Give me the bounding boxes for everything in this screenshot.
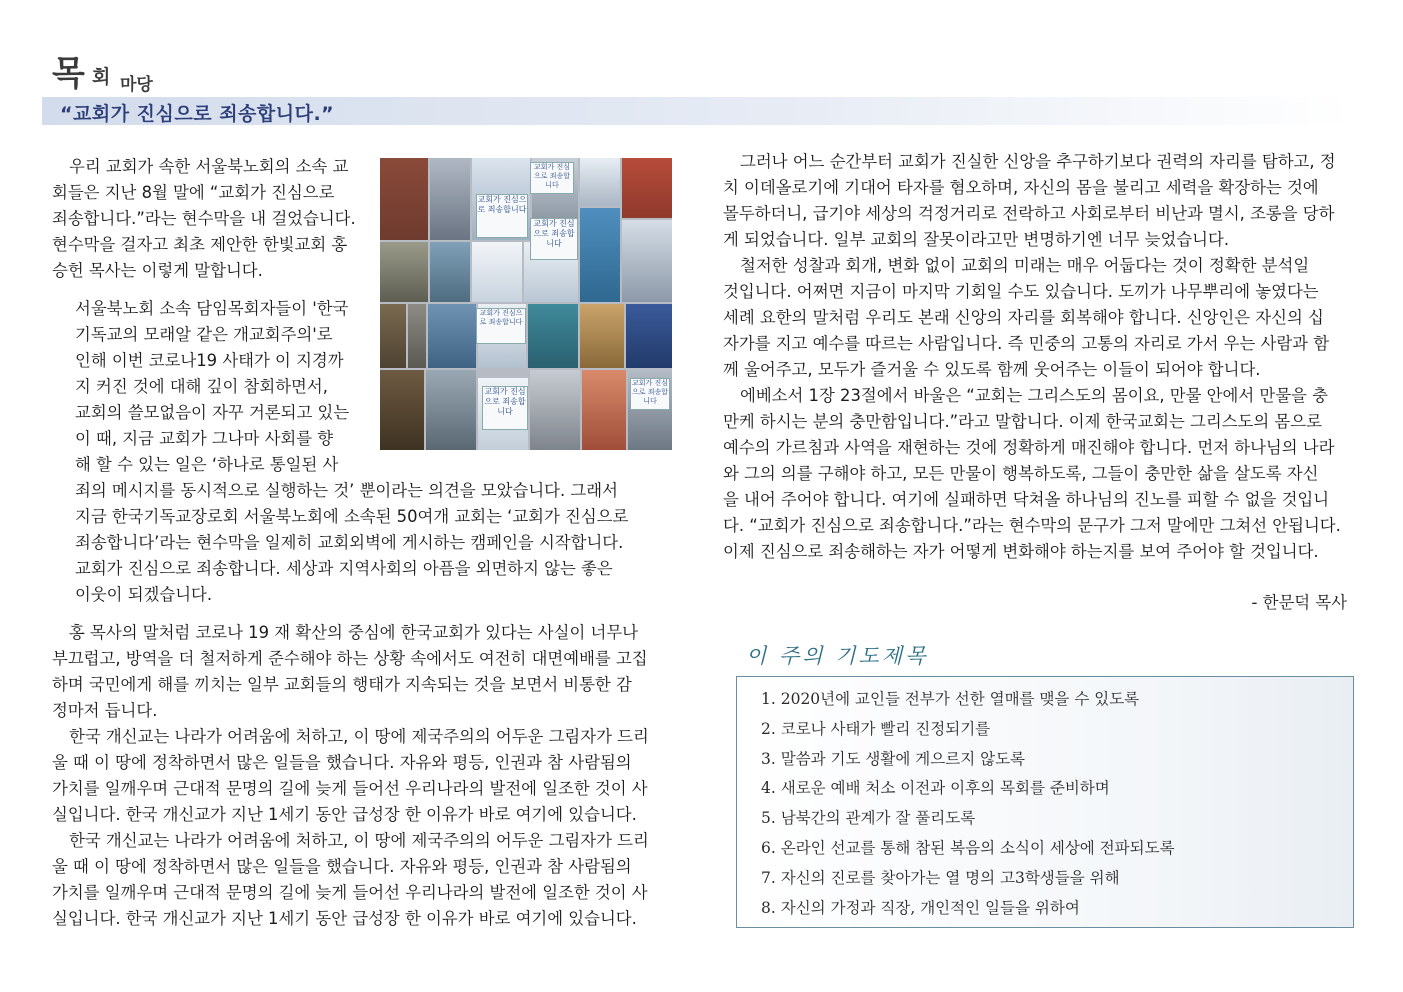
collage-photo <box>430 158 470 240</box>
text-line: 가치를 일깨우며 근대적 문명의 길에 늦게 들어선 우리나라의 발전에 일조한 것이 사 <box>52 779 648 798</box>
text-line: 울 때 이 땅에 정착하면서 많은 일들을 했습니다. 자유와 평등, 인권과 참 사람됨의 <box>52 857 632 876</box>
text-line: 예수의 가르침과 사역을 재현하는 것에 정확하게 매진해야 합니다. 먼저 하나님의 나라 <box>723 438 1335 457</box>
text-line: 이제 진심으로 죄송해하는 자가 어떻게 변화해야 하는지를 보여 주어야 할 것입니다. <box>723 542 1319 561</box>
text-line: 우리 교회가 속한 서울북노회의 소속 교 <box>69 157 349 176</box>
text-line: 철저한 성찰과 회개, 변화 없이 교회의 미래는 매우 어둡다는 것이 정확한 분석일 <box>740 256 1310 275</box>
text-line: 현수막을 걸자고 최초 제안한 한빛교회 홍 <box>52 235 348 254</box>
text-line: 실입니다. 한국 개신교가 지난 1세기 동안 급성장 한 이유가 바로 여기에 있습니다. <box>52 909 637 928</box>
banner-sign: 교회가 진심으로 죄송합니다 <box>476 194 528 238</box>
text-line: 이 때, 지금 교회가 그나마 사회를 향 <box>75 429 334 448</box>
section-logo-mok: 목 <box>52 54 83 94</box>
text-line: 자가를 지고 예수를 따르는 사람입니다. 즉 민중의 고통의 자리로 가서 우는 사람과 함 <box>723 334 1330 353</box>
collage-photo <box>582 370 626 450</box>
collage-photo <box>430 242 470 302</box>
author-signature: - 한문덕 목사 <box>1251 593 1347 612</box>
text-line: 가치를 일깨우며 근대적 문명의 길에 늦게 들어선 우리나라의 발전에 일조한 것이 사 <box>52 883 648 902</box>
text-line: 게 되었습니다. 일부 교회의 잘못이라고만 변명하기엔 너무 늦었습니다. <box>723 230 1230 249</box>
text-line: 이웃이 되겠습니다. <box>75 585 213 604</box>
text-line: 치 이데올로기에 기대어 타자를 혐오하며, 자신의 몸을 불리고 세력을 확장하는 것에 <box>723 178 1319 197</box>
collage-photo <box>528 304 578 368</box>
right-column-text <box>723 149 1347 565</box>
prayer-item: 8. 자신의 가정과 직장, 개인적인 일들을 위하여 <box>761 898 1080 917</box>
collage-photo <box>580 304 624 368</box>
text-line: 와 그의 의를 구해야 하고, 모든 만물이 행복하도록, 그들이 충만한 삶을 살도록 자신 <box>723 464 1319 483</box>
text-line: 그러나 어느 순간부터 교회가 진실한 신앙을 추구하기보다 권력의 자리를 탐하고, 정 <box>740 152 1336 171</box>
collage-photo <box>580 208 620 302</box>
prayer-item: 7. 자신의 진로를 찾아가는 열 명의 고3학생들을 위해 <box>761 868 1120 887</box>
banner-sign: 교회가 진심으로 죄송합니다 <box>482 386 528 430</box>
collage-photo <box>472 242 522 302</box>
collage-photo <box>408 304 426 368</box>
text-line: 서울북노회 소속 담임목회자들이 '한국 <box>75 299 349 318</box>
text-line: 에베소서 1장 23절에서 바울은 “교회는 그리스도의 몸이요, 만물 안에서 만물을 충 <box>740 386 1328 405</box>
text-line: 기독교의 모래알 같은 개교회주의'로 <box>75 325 333 344</box>
banner-sign: 교회가 진심으로 죄송합니다 <box>630 378 670 410</box>
collage-photo <box>530 370 580 450</box>
banner-sign: 교회가 진심으로 죄송합니다 <box>530 218 578 260</box>
collage-photo <box>622 158 672 218</box>
text-line: 회들은 지난 8월 말에 “교회가 진심으로 <box>52 183 335 202</box>
text-line: 죄송합니다’라는 현수막을 일제히 교회외벽에 게시하는 캠페인을 시작합니다. <box>75 533 624 552</box>
section-logo-hoe: 회 <box>92 66 111 88</box>
text-line: 정마저 듭니다. <box>52 701 158 720</box>
collage-photo <box>426 370 476 450</box>
prayer-item: 4. 새로운 예배 처소 이전과 이후의 목회를 준비하며 <box>761 779 1110 798</box>
section-logo-madang: 마당 <box>120 75 153 95</box>
collage-photo <box>380 304 406 368</box>
text-line: 지 커진 것에 대해 깊이 참회하면서, <box>75 377 328 396</box>
text-line: 인해 이번 코로나19 사태가 이 지경까 <box>75 351 344 370</box>
text-line: 다. “교회가 진심으로 죄송합니다.”라는 현수막의 문구가 그저 말에만 그쳐선 안됩니다. <box>723 516 1341 535</box>
text-line: 교회가 진심으로 죄송합니다. 세상과 지역사회의 아픔을 외면하지 않는 좋은 <box>75 559 613 578</box>
text-line: 교회의 쓸모없음이 자꾸 거론되고 있는 <box>75 403 350 422</box>
banner-sign: 교회가 진심으로 죄송합니다 <box>530 162 574 194</box>
banner-photo-collage <box>380 158 672 450</box>
text-line: 것입니다. 어쩌면 지금이 마지막 기회일 수도 있습니다. 도끼가 나무뿌리에 놓였다는 <box>723 282 1319 301</box>
text-line: 만케 하시는 분의 충만함입니다.”라고 말합니다. 이제 한국교회는 그리스도의 몸으로 <box>723 412 1322 431</box>
prayer-list <box>761 685 1175 923</box>
prayer-item: 1. 2020년에 교인들 전부가 선한 열매를 맺을 수 있도록 <box>761 690 1140 708</box>
prayer-item: 3. 말씀과 기도 생활에 게으르지 않도록 <box>761 749 1026 768</box>
collage-photo <box>380 158 428 240</box>
collage-photo <box>380 242 428 302</box>
collage-photo <box>626 304 672 368</box>
collage-photo <box>380 370 424 450</box>
text-line: 께 울어주고, 모두가 즐거울 수 있도록 함께 웃어주는 이들이 되어야 합니다. <box>723 360 1261 379</box>
prayer-item: 6. 온라인 선교를 통해 참된 복음의 소식이 세상에 전파되도록 <box>761 838 1175 857</box>
article-title: “교회가 진심으로 죄송합니다.” <box>60 103 335 125</box>
title-bar <box>42 97 1354 125</box>
intro-paragraph <box>52 154 360 284</box>
text-line: 지금 한국기독교장로회 서울북노회에 소속된 50여개 교회는 ‘교회가 진심으로 <box>75 507 629 526</box>
body-paragraphs <box>52 620 670 932</box>
prayer-item: 5. 남북간의 관계가 잘 풀리도록 <box>761 809 976 828</box>
text-line: 죄송합니다.”라는 현수막을 내 걸었습니다. <box>52 209 356 228</box>
collage-photo <box>622 220 672 302</box>
text-line: 부끄럽고, 방역을 더 철저하게 준수해야 하는 상황 속에서도 여전히 대면예배를 고집 <box>52 649 648 668</box>
text-line: 을 내어 주어야 합니다. 여기에 실패하면 닥쳐올 하나님의 진노를 피할 수 없을 것입니 <box>723 490 1330 509</box>
collage-photo <box>580 158 620 206</box>
text-line: 한국 개신교는 나라가 어려움에 처하고, 이 땅에 제국주의의 어두운 그림자가 드리 <box>69 831 649 850</box>
text-line: 세례 요한의 말처럼 우리도 본래 신앙의 자리를 회복해야 합니다. 신앙인은 자신의 십 <box>723 308 1324 327</box>
text-line: 실입니다. 한국 개신교가 지난 1세기 동안 급성장 한 이유가 바로 여기에 있습니다. <box>52 805 637 824</box>
text-line: 한국 개신교는 나라가 어려움에 처하고, 이 땅에 제국주의의 어두운 그림자가 드리 <box>69 727 649 746</box>
text-line: 울 때 이 땅에 정착하면서 많은 일들을 했습니다. 자유와 평등, 인권과 참 사람됨의 <box>52 753 632 772</box>
collage-photo <box>428 304 476 368</box>
text-line: 승헌 목사는 이렇게 말합니다. <box>52 261 263 280</box>
prayer-heading: 이 주의 기도제목 <box>746 644 929 668</box>
text-line: 해 할 수 있는 일은 ‘하나로 통일된 사 <box>75 455 339 474</box>
text-line: 죄의 메시지를 동시적으로 실행하는 것’ 뿐이라는 의견을 모았습니다. 그래서 <box>75 481 618 500</box>
text-line: 몰두하더니, 급기야 세상의 걱정거리로 전락하고 사회로부터 비난과 멸시, 조롱을 당하 <box>723 204 1335 223</box>
prayer-item: 2. 코로나 사태가 빨리 진정되기를 <box>761 719 991 738</box>
text-line: 홍 목사의 말처럼 코로나 19 재 확산의 중심에 한국교회가 있다는 사실이 너무나 <box>69 623 638 642</box>
banner-sign: 교회가 진심으로 죄송합니다 <box>476 308 526 344</box>
prayer-list-box <box>736 676 1354 928</box>
text-line: 하며 국민에게 해를 끼치는 일부 교회들의 행태가 지속되는 것을 보면서 비통한 감 <box>52 675 632 694</box>
